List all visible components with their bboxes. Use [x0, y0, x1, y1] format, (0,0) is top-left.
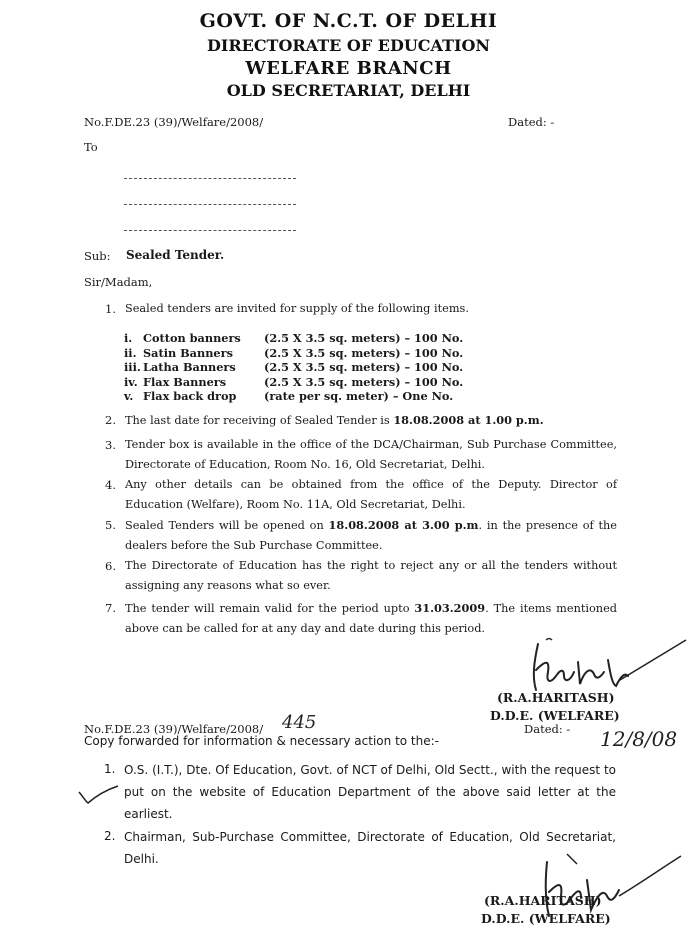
- item-spec: (2.5 X 3.5 sq. meters) – 100 No.: [264, 331, 464, 345]
- to-label: To: [84, 140, 98, 154]
- letterhead-branch: WELFARE BRANCH: [245, 58, 452, 79]
- signatory2-name: (R.A.HARITASH): [484, 893, 602, 908]
- subject-value: Sealed Tender.: [126, 248, 225, 262]
- para-text-part: Sealed Tenders will be opened on: [125, 519, 329, 532]
- item-number: iii.: [124, 360, 141, 374]
- handwritten-number: 445: [282, 712, 317, 733]
- item-name: Satin Banners: [143, 345, 233, 360]
- item-number: iv.: [124, 374, 138, 389]
- tick-mark-icon: [76, 782, 120, 806]
- address-line: [124, 230, 296, 231]
- item-name: Flax Banners: [143, 374, 227, 389]
- para-text: [125, 410, 617, 431]
- endorsement-item-text: O.S. (I.T.), Dte. Of Education, Govt. of NCT of Delhi, Old Sectt., with the request to put on the website of Education Department of the above said letter at the earliest.: [124, 763, 616, 821]
- subject-label: Sub:: [84, 249, 111, 263]
- endorsement-item-text: Chairman, Sub-Purchase Committee, Directorate of Education, Old Secretariat, Delhi.: [124, 830, 616, 866]
- deadline-date: 18.08.2008 at 1.00 p.m.: [393, 413, 544, 427]
- para-text: [125, 515, 617, 556]
- para-text: The Directorate of Education has the right to reject any or all the tenders without assigning any reasons what so ever.: [125, 559, 617, 592]
- para-text: Tender box is available in the office of the DCA/Chairman, Sub Purchase Committee, Directorate of Education, Room No. 16, Old Secretariat, Delhi.: [125, 438, 617, 471]
- list-item: [124, 360, 463, 375]
- item-name: Cotton banners: [143, 331, 241, 345]
- items-list: [124, 331, 463, 404]
- item-number: v.: [124, 389, 134, 403]
- salutation: Sir/Madam,: [84, 275, 153, 289]
- handwritten-date: 12/8/08: [600, 727, 678, 751]
- list-item: [124, 346, 463, 361]
- para-number: 2.: [105, 413, 116, 427]
- signatory-name: (R.A.HARITASH): [497, 690, 615, 705]
- validity-date: 31.03.2009: [414, 601, 486, 615]
- item-number: ii.: [124, 345, 137, 360]
- copy-forwarded-line: Copy forwarded for information & necessary action to the:-: [84, 734, 439, 748]
- para-text-part: . The items mentioned above can be called for at any day and date during this period.: [125, 602, 617, 635]
- address-line: [124, 204, 296, 205]
- endorsement-reference-number: No.F.DE.23 (39)/Welfare/2008/: [84, 722, 264, 736]
- endorsement-dated-label: Dated: -: [524, 722, 571, 736]
- letterhead-directorate: DIRECTORATE OF EDUCATION: [206, 36, 491, 55]
- para-text: Any other details can be obtained from the office of the Deputy. Director of Education (Welfare), Room No. 11A, Old Secretariat, Delhi.: [125, 478, 617, 511]
- signatory-title: D.D.E. (WELFARE): [490, 708, 620, 723]
- item-name: Flax back drop: [143, 389, 237, 403]
- para-number: 7.: [105, 601, 116, 615]
- item-spec: (2.5 X 3.5 sq. meters) – 100 No.: [264, 374, 464, 389]
- letterhead-govt: GOVT. OF N.C.T. OF DELHI: [199, 10, 498, 32]
- address-line: [124, 178, 296, 179]
- para-text: Sealed tenders are invited for supply of the following items.: [125, 302, 469, 315]
- signatory2-title: D.D.E. (WELFARE): [481, 911, 611, 926]
- list-item: [124, 389, 463, 404]
- para-number: 6.: [105, 559, 116, 573]
- list-item: [124, 331, 463, 346]
- para-number: 1.: [105, 302, 116, 316]
- opening-date: 18.08.2008 at 3.00 p.m: [328, 518, 479, 532]
- item-spec: (2.5 X 3.5 sq. meters) – 100 No.: [264, 360, 464, 374]
- item-name: Latha Banners: [143, 360, 236, 374]
- dated-label: Dated: -: [508, 115, 555, 129]
- para-number: 4.: [105, 478, 116, 492]
- para-number: 5.: [105, 518, 116, 532]
- list-item: [124, 375, 463, 390]
- endorsement-item-number: 2.: [104, 829, 116, 843]
- item-number: i.: [124, 331, 133, 345]
- item-spec: (rate per sq. meter) – One No.: [264, 389, 454, 403]
- para-text-part: The tender will remain valid for the period upto: [125, 602, 415, 615]
- item-spec: (2.5 X 3.5 sq. meters) – 100 No.: [264, 345, 464, 360]
- reference-number: No.F.DE.23 (39)/Welfare/2008/: [84, 115, 264, 129]
- para-text-part: . in the presence of the dealers before the Sub Purchase Committee.: [125, 519, 617, 552]
- letterhead-address: OLD SECRETARIAT, DELHI: [226, 81, 471, 100]
- para-number: 3.: [105, 438, 116, 452]
- endorsement-item-number: 1.: [104, 762, 116, 776]
- para-text-part: The last date for receiving of Sealed Tender is: [125, 414, 394, 427]
